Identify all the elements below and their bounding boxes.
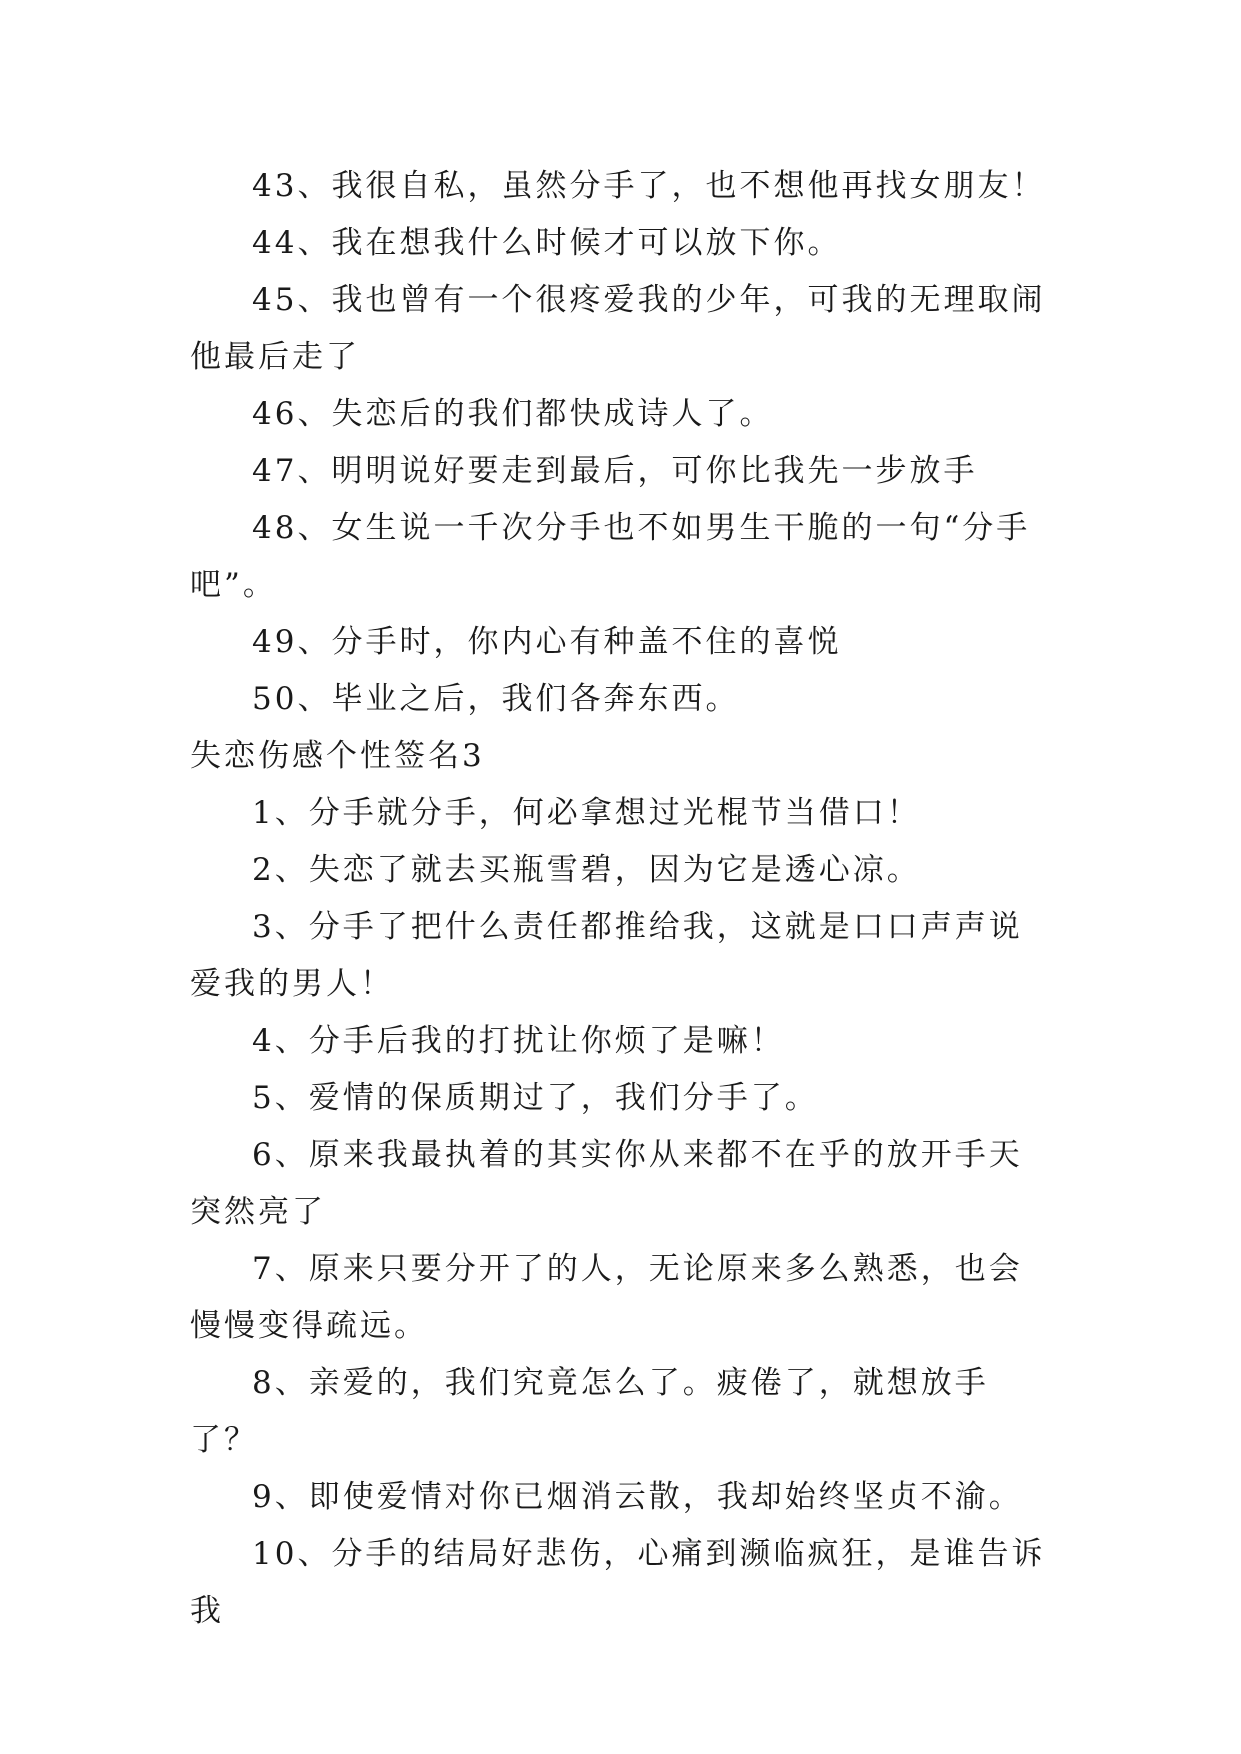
list-item: 4、分手后我的打扰让你烦了是嘛！	[252, 1023, 785, 1059]
list-item: 5、爱情的保质期过了，我们分手了。	[252, 1080, 819, 1116]
list-item: 46、失恋后的我们都快成诗人了。	[252, 396, 774, 432]
list-item: 8、亲爱的，我们究竟怎么了。疲倦了，就想放手了？	[190, 1365, 989, 1458]
list-item: 50、毕业之后，我们各奔东西。	[252, 681, 740, 717]
document-body	[190, 158, 1050, 1640]
list-item: 10、分手的结局好悲伤，心痛到濒临疯狂，是谁告诉我	[190, 1536, 1046, 1629]
list-item: 43、我很自私，虽然分手了，也不想他再找女朋友！	[252, 168, 1046, 204]
section-heading: 失恋伤感个性签名3	[190, 738, 485, 774]
list-item: 1、分手就分手，何必拿想过光棍节当借口！	[252, 795, 921, 831]
list-item: 9、即使爱情对你已烟消云散，我却始终坚贞不渝。	[252, 1479, 1023, 1515]
list-item: 45、我也曾有一个很疼爱我的少年，可我的无理取闹他最后走了	[190, 282, 1046, 375]
list-item: 6、原来我最执着的其实你从来都不在乎的放开手天突然亮了	[190, 1137, 1023, 1230]
list-item: 2、失恋了就去买瓶雪碧，因为它是透心凉。	[252, 852, 921, 888]
list-item: 48、女生说一千次分手也不如男生干脆的一句“分手吧”。	[190, 510, 1031, 603]
list-item: 44、我在想我什么时候才可以放下你。	[252, 225, 842, 261]
list-item: 47、明明说好要走到最后，可你比我先一步放手	[252, 453, 978, 489]
list-item: 49、分手时，你内心有种盖不住的喜悦	[252, 624, 842, 660]
list-item: 3、分手了把什么责任都推给我，这就是口口声声说爱我的男人！	[190, 909, 1023, 1002]
list-item: 7、原来只要分开了的人，无论原来多么熟悉，也会慢慢变得疏远。	[190, 1251, 1023, 1344]
